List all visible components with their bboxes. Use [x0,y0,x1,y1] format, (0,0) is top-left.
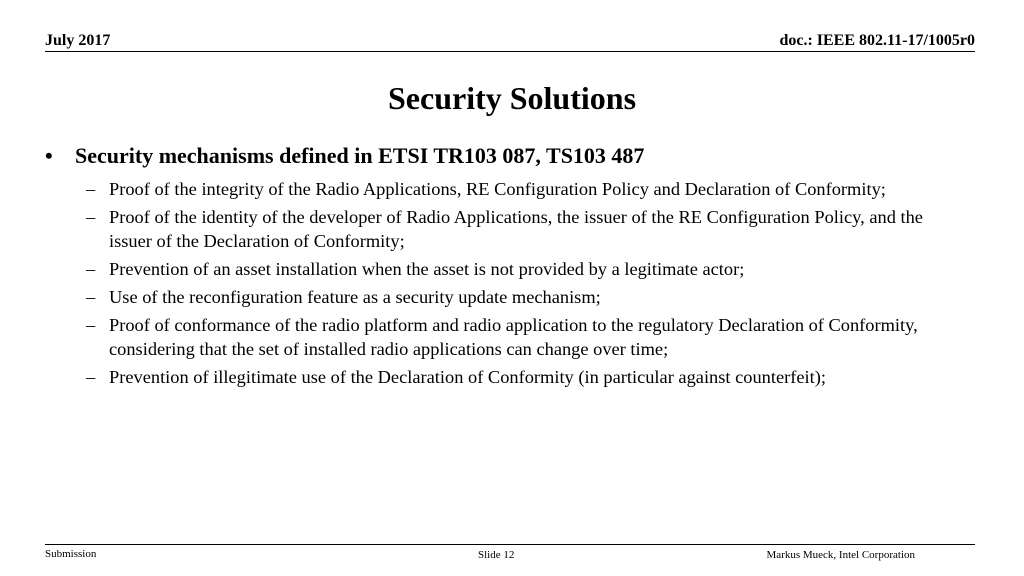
header-doc-id: doc.: IEEE 802.11-17/1005r0 [779,32,975,49]
bullet-marker: • [45,143,53,168]
footer-author: Markus Mueck, Intel Corporation [766,549,915,561]
main-bullet-text: Security mechanisms defined in ETSI TR103 087, TS103 487 [75,143,645,168]
sub-bullet-item [86,257,946,281]
sub-bullet-text: Proof of the identity of the developer of Radio Applications, the issuer of the RE Configuration Policy, and the issuer of the Declaration of Conformity; [109,207,923,251]
sub-bullet-item [86,285,946,309]
footer-slide-number: Slide 12 [478,549,515,561]
sub-bullet-item [86,205,946,253]
sub-bullet-item [86,313,946,361]
slide-title: Security Solutions [387,80,637,116]
header-divider [45,51,975,52]
footer-divider [45,544,975,545]
header-date: July 2017 [45,32,111,49]
sub-bullet-text: Proof of conformance of the radio platform and radio application to the regulatory Declaration of Conformity, considering that the set of installed radio applications can change over time; [109,315,918,359]
dash-marker: – [86,179,96,199]
dash-marker: – [86,315,96,335]
sub-bullet-item [86,365,946,389]
sub-bullet-text: Use of the reconfiguration feature as a security update mechanism; [109,287,601,307]
sub-bullet-text: Prevention of illegitimate use of the Declaration of Conformity (in particular against counterfeit); [109,367,827,387]
sub-bullet-list [86,177,946,393]
dash-marker: – [86,287,96,307]
sub-bullet-item [86,177,946,201]
footer-submission: Submission [45,548,97,560]
dash-marker: – [86,367,96,387]
sub-bullet-text: Prevention of an asset installation when the asset is not provided by a legitimate actor; [109,259,745,279]
dash-marker: – [86,207,96,227]
sub-bullet-text: Proof of the integrity of the Radio Applications, RE Configuration Policy and Declaration of Conformity; [109,179,886,199]
dash-marker: – [86,259,96,279]
